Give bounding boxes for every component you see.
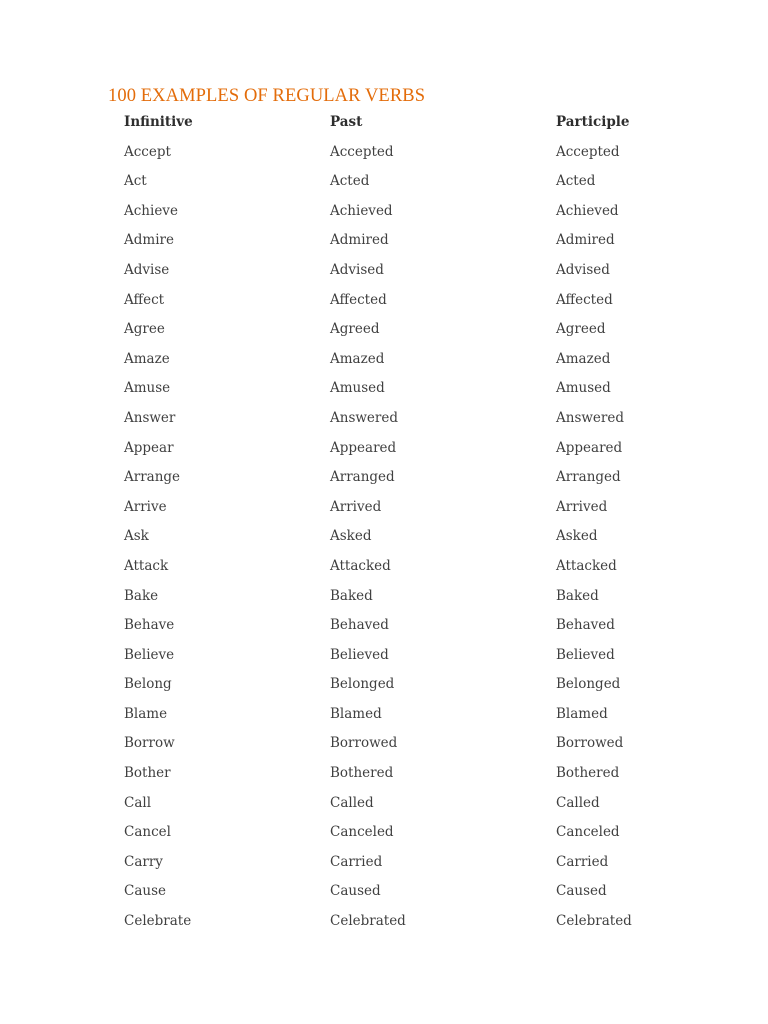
- table-row: [124, 467, 684, 497]
- table-row: [124, 290, 684, 320]
- page-title: 100 EXAMPLES OF REGULAR VERBS: [108, 86, 426, 106]
- participle-cell: Believed: [556, 646, 615, 663]
- past-cell: Advised: [330, 261, 384, 278]
- participle-cell: Agreed: [556, 321, 606, 338]
- past-cell: Carried: [330, 853, 383, 870]
- table-row: [124, 260, 684, 290]
- table-row: [124, 171, 684, 201]
- table-row: [124, 438, 684, 468]
- infinitive-cell: Celebrate: [124, 913, 192, 930]
- infinitive-cell: Accept: [124, 143, 171, 160]
- past-cell: Borrowed: [330, 735, 398, 752]
- infinitive-cell: Attack: [124, 557, 169, 574]
- infinitive-cell: Behave: [124, 617, 175, 634]
- infinitive-cell: Act: [124, 173, 147, 190]
- participle-cell: Arrived: [556, 498, 608, 515]
- table-row: [124, 230, 684, 260]
- participle-cell: Arranged: [556, 469, 621, 486]
- infinitive-cell: Blame: [124, 705, 168, 722]
- infinitive-cell: Bother: [124, 765, 171, 782]
- participle-cell: Answered: [556, 409, 625, 426]
- table-row: [124, 822, 684, 852]
- infinitive-cell: Borrow: [124, 735, 175, 752]
- past-cell: Caused: [330, 883, 381, 900]
- past-cell: Celebrated: [330, 913, 406, 930]
- past-cell: Achieved: [330, 202, 393, 219]
- participle-cell: Appeared: [556, 439, 623, 456]
- infinitive-cell: Arrange: [124, 469, 181, 486]
- infinitive-cell: Cause: [124, 883, 166, 900]
- infinitive-cell: Cancel: [124, 824, 171, 841]
- past-cell: Attacked: [330, 557, 391, 574]
- infinitive-cell: Belong: [124, 676, 172, 693]
- table-row: [124, 852, 684, 882]
- participle-cell: Called: [556, 794, 600, 811]
- past-cell: Believed: [330, 646, 389, 663]
- infinitive-cell: Amuse: [124, 380, 171, 397]
- table-row: [124, 733, 684, 763]
- table-row: [124, 408, 684, 438]
- table-header-row: [124, 112, 684, 142]
- column-header-past: Past: [330, 114, 363, 130]
- table-row: [124, 615, 684, 645]
- infinitive-cell: Call: [124, 794, 152, 811]
- participle-cell: Behaved: [556, 617, 615, 634]
- past-cell: Affected: [330, 291, 387, 308]
- verb-table: [124, 112, 684, 941]
- infinitive-cell: Affect: [124, 291, 165, 308]
- participle-cell: Borrowed: [556, 735, 624, 752]
- past-cell: Called: [330, 794, 374, 811]
- table-row: [124, 674, 684, 704]
- participle-cell: Amazed: [556, 350, 611, 367]
- past-cell: Acted: [330, 173, 370, 190]
- past-cell: Agreed: [330, 321, 380, 338]
- infinitive-cell: Appear: [124, 439, 174, 456]
- infinitive-cell: Believe: [124, 646, 175, 663]
- infinitive-cell: Admire: [124, 232, 174, 249]
- table-row: [124, 704, 684, 734]
- past-cell: Arrived: [330, 498, 382, 515]
- infinitive-cell: Ask: [124, 528, 149, 545]
- past-cell: Amused: [330, 380, 385, 397]
- participle-cell: Bothered: [556, 765, 620, 782]
- table-row: [124, 645, 684, 675]
- column-header-participle: Participle: [556, 114, 630, 130]
- table-row: [124, 349, 684, 379]
- participle-cell: Admired: [556, 232, 615, 249]
- past-cell: Blamed: [330, 705, 382, 722]
- table-row: [124, 142, 684, 172]
- participle-cell: Acted: [556, 173, 596, 190]
- table-row: [124, 201, 684, 231]
- participle-cell: Blamed: [556, 705, 608, 722]
- past-cell: Bothered: [330, 765, 394, 782]
- infinitive-cell: Bake: [124, 587, 159, 604]
- past-cell: Behaved: [330, 617, 389, 634]
- infinitive-cell: Arrive: [124, 498, 167, 515]
- past-cell: Answered: [330, 409, 399, 426]
- participle-cell: Attacked: [556, 557, 617, 574]
- participle-cell: Belonged: [556, 676, 621, 693]
- participle-cell: Caused: [556, 883, 607, 900]
- participle-cell: Amused: [556, 380, 611, 397]
- past-cell: Asked: [330, 528, 372, 545]
- past-cell: Accepted: [330, 143, 394, 160]
- past-cell: Canceled: [330, 824, 394, 841]
- participle-cell: Celebrated: [556, 913, 632, 930]
- table-row: [124, 911, 684, 941]
- infinitive-cell: Answer: [124, 409, 176, 426]
- table-row: [124, 881, 684, 911]
- table-row: [124, 556, 684, 586]
- participle-cell: Baked: [556, 587, 599, 604]
- table-row: [124, 763, 684, 793]
- past-cell: Belonged: [330, 676, 395, 693]
- table-row: [124, 497, 684, 527]
- past-cell: Appeared: [330, 439, 397, 456]
- past-cell: Arranged: [330, 469, 395, 486]
- table-row: [124, 526, 684, 556]
- infinitive-cell: Agree: [124, 321, 165, 338]
- table-row: [124, 586, 684, 616]
- participle-cell: Affected: [556, 291, 613, 308]
- participle-cell: Canceled: [556, 824, 620, 841]
- infinitive-cell: Achieve: [124, 202, 178, 219]
- participle-cell: Advised: [556, 261, 610, 278]
- column-header-infinitive: Infinitive: [124, 114, 193, 130]
- table-row: [124, 793, 684, 823]
- past-cell: Baked: [330, 587, 373, 604]
- participle-cell: Asked: [556, 528, 598, 545]
- infinitive-cell: Carry: [124, 853, 163, 870]
- participle-cell: Carried: [556, 853, 609, 870]
- infinitive-cell: Advise: [124, 261, 170, 278]
- table-row: [124, 319, 684, 349]
- past-cell: Amazed: [330, 350, 385, 367]
- past-cell: Admired: [330, 232, 389, 249]
- infinitive-cell: Amaze: [124, 350, 170, 367]
- participle-cell: Achieved: [556, 202, 619, 219]
- table-row: [124, 378, 684, 408]
- participle-cell: Accepted: [556, 143, 620, 160]
